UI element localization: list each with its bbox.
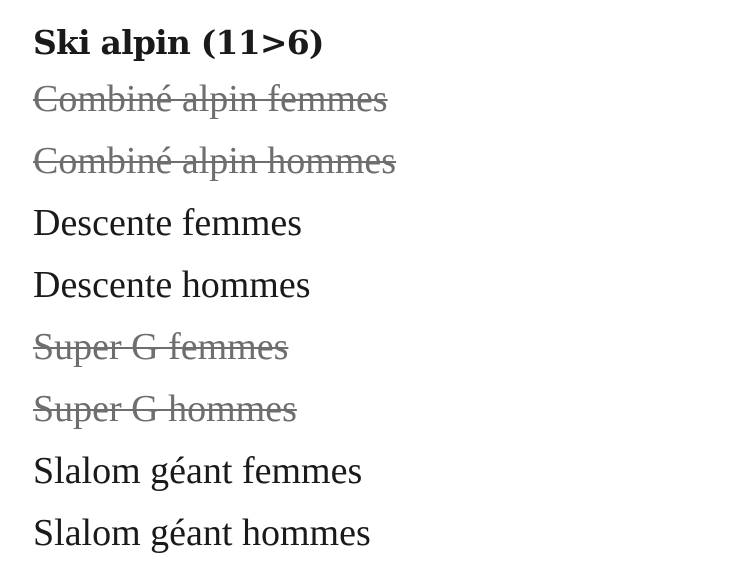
event-item-super-g-femmes: Super G femmes <box>33 326 289 368</box>
event-list-document <box>33 18 723 564</box>
event-item-descente-femmes: Descente femmes <box>33 202 303 244</box>
event-item-combine-alpin-femmes: Combiné alpin femmes <box>33 78 388 120</box>
event-item-slalom-geant-femmes: Slalom géant femmes <box>33 450 363 492</box>
section-heading: Ski alpin (11>6) <box>33 23 324 62</box>
event-item-descente-hommes: Descente hommes <box>33 264 311 306</box>
event-list <box>33 68 723 564</box>
event-item-combine-alpin-hommes: Combiné alpin hommes <box>33 140 397 182</box>
event-item-super-g-hommes: Super G hommes <box>33 388 297 430</box>
event-item-slalom-geant-hommes: Slalom géant hommes <box>33 512 371 554</box>
